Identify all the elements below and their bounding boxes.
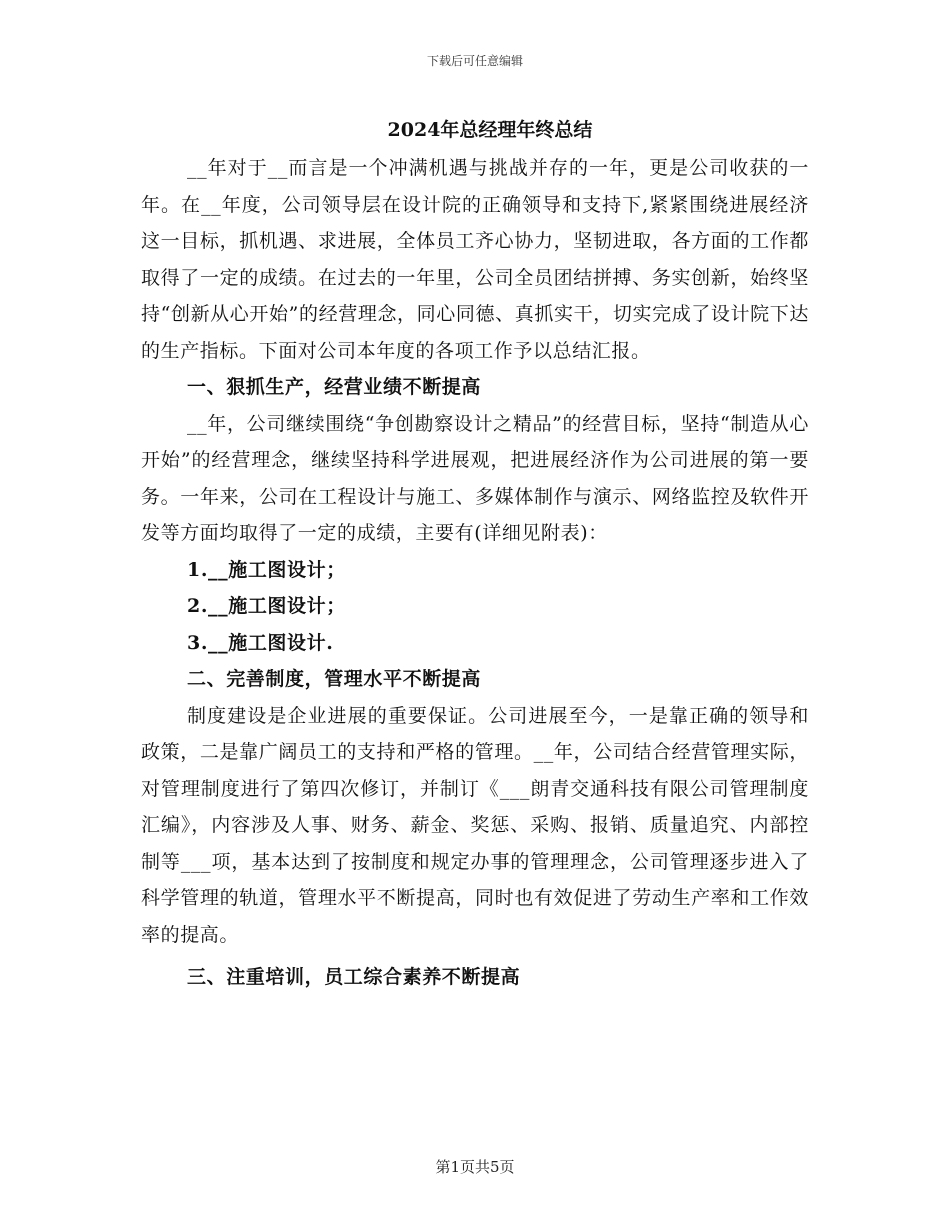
section-1-paragraph: __年，公司继续围绕“争创勘察设计之精品”的经营目标，坚持“制造从心开始”的经营理念，继续坚持科学进展观，把进展经济作为公司进展的第一要务。一年来，公司在工程设计与施工、多媒体制作与演示、网络监控及软件开发等方面均取得了一定的成绩，主要有(详细见附表)： <box>141 412 809 544</box>
list-item-3: 3.__施工图设计. <box>187 631 334 654</box>
section-2-heading: 二、完善制度，管理水平不断提高 <box>187 668 482 690</box>
document-title: 2024年总经理年终总结 <box>387 119 593 141</box>
intro-paragraph: __年对于__而言是一个冲满机遇与挑战并存的一年，更是公司收获的一年。在__年度，公司领导层在设计院的正确领导和支持下,紧紧围绕进展经济这一目标，抓机遇、求进展，全体员工齐心协力，坚韧进取，各方面的工作都取得了一定的成绩。在过去的一年里，公司全员团结拼搏、务实创新，始终坚持“创新从心开始”的经营理念，同心同德、真抓实干，切实完成了设计院下达的生产指标。下面对公司本年度的各项工作予以总结汇报。 <box>141 157 809 362</box>
list-item-1: 1.__施工图设计； <box>187 558 346 581</box>
document-body <box>141 112 809 996</box>
list-item-2: 2.__施工图设计； <box>187 595 346 617</box>
header-note: 下载后可任意编辑 <box>426 54 523 68</box>
section-3-heading: 三、注重培训，员工综合素养不断提高 <box>187 966 521 988</box>
section-2-paragraph: 制度建设是企业进展的重要保证。公司进展至今，一是靠正确的领导和政策，二是靠广阔员工的支持和严格的管理。__年，公司结合经营管理实际，对管理制度进行了第四次修订，并制订《___朗青交通科技有限公司管理制度汇编》，内容涉及人事、财务、薪金、奖惩、采购、报销、质量追究、内部控制等___项，基本达到了按制度和规定办事的管理理念，公司管理逐步进入了科学管理的轨道，管理水平不断提高，同时也有效促进了劳动生产率和工作效率的提高。 <box>141 704 809 946</box>
section-1-heading: 一、狠抓生产，经营业绩不断提高 <box>187 376 482 398</box>
page-number: 第1页共5页 <box>435 1158 515 1176</box>
